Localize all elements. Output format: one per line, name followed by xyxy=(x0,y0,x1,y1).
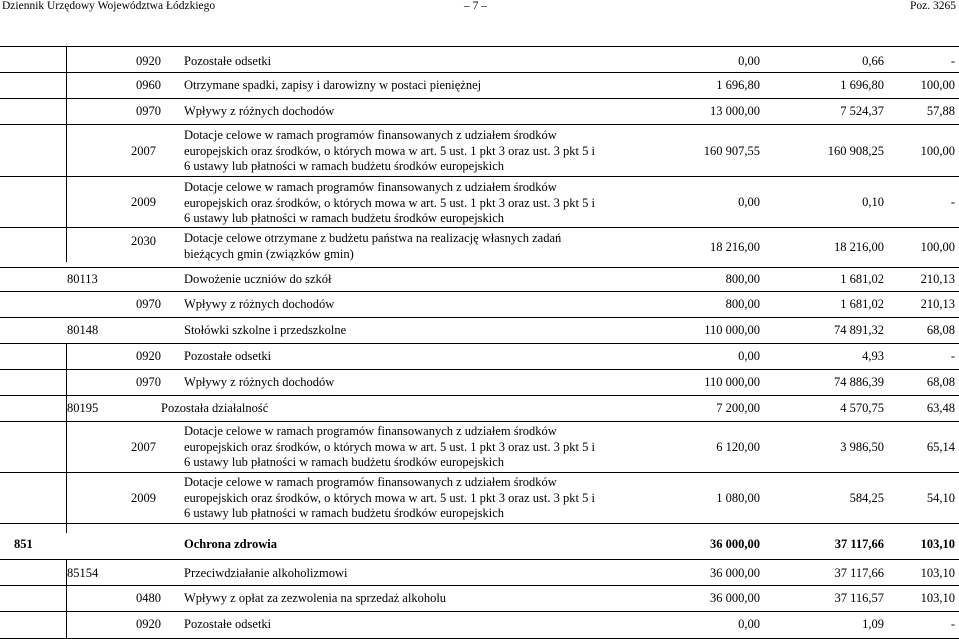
table-row xyxy=(0,317,959,344)
actual-cell: 74 886,39 xyxy=(834,375,884,389)
plan-cell: 110 000,00 xyxy=(704,375,760,389)
table-row xyxy=(0,559,959,586)
plan-cell: 110 000,00 xyxy=(704,323,760,337)
name-cell: Ochrona zdrowia xyxy=(184,537,277,551)
name-cell: Pozostałe odsetki xyxy=(184,349,272,363)
actual-cell: 74 891,32 xyxy=(834,323,884,337)
code-cell: 2009 xyxy=(131,491,156,505)
plan-cell: 6 120,00 xyxy=(716,440,760,454)
percent-cell: - xyxy=(950,54,955,68)
percent-cell: - xyxy=(950,195,955,209)
actual-cell: 1,09 xyxy=(862,617,884,631)
percent-cell: 103,10 xyxy=(920,566,955,580)
actual-cell: 160 908,25 xyxy=(827,144,884,158)
name-cell: Przeciwdziałanie alkoholizmowi xyxy=(184,566,348,580)
name-cell: Dotacje celowe w ramach programów finansowanych z udziałem środków europejskich oraz środków, o których mowa w art. 5 ust. 1 pkt 3 oraz ust. 3 pkt 5 i 6 ustawy lub płatności w ramach budżetu środków europejskich xyxy=(184,180,595,225)
division-cell: 851 xyxy=(14,537,33,551)
percent-cell: 63,48 xyxy=(926,401,955,415)
percent-cell: 57,88 xyxy=(926,104,955,118)
table-row xyxy=(0,369,959,396)
name-cell: Stołówki szkolne i przedszkolne xyxy=(184,323,347,337)
actual-cell: 18 216,00 xyxy=(834,240,884,254)
table-row xyxy=(0,585,959,612)
code-cell: 0920 xyxy=(136,349,161,363)
actual-cell: 1 681,02 xyxy=(840,272,884,286)
table-row xyxy=(0,176,959,228)
actual-cell: 584,25 xyxy=(849,491,884,505)
actual-cell: 37 117,66 xyxy=(834,566,884,580)
actual-cell: 7 524,37 xyxy=(840,104,884,118)
table-row xyxy=(0,267,959,292)
plan-cell: 800,00 xyxy=(725,297,760,311)
page-header xyxy=(0,0,959,14)
name-cell: Dotacje celowe w ramach programów finansowanych z udziałem środków europejskich oraz środków, o których mowa w art. 5 ust. 1 pkt 3 oraz ust. 3 pkt 5 i 6 ustawy lub płatności w ramach budżetu środków europejskich xyxy=(184,424,595,469)
plan-cell: 18 216,00 xyxy=(710,240,760,254)
name-cell: Dotacje celowe w ramach programów finansowanych z udziałem środków europejskich oraz środków, o których mowa w art. 5 ust. 1 pkt 3 oraz ust. 3 pkt 5 i 6 ustawy lub płatności w ramach budżetu środków europejskich xyxy=(184,128,595,173)
section-cell: 80148 xyxy=(67,323,99,337)
position-number: Poz. 3265 xyxy=(910,0,956,12)
code-cell: 0480 xyxy=(136,591,161,605)
percent-cell: 65,14 xyxy=(926,440,955,454)
table-row xyxy=(0,72,959,99)
actual-cell: 4 570,75 xyxy=(840,401,884,415)
percent-cell: 100,00 xyxy=(920,78,955,92)
actual-cell: 0,10 xyxy=(862,195,884,209)
actual-cell: 0,66 xyxy=(862,54,884,68)
actual-cell: 1 681,02 xyxy=(840,297,884,311)
name-cell: Wpływy z różnych dochodów xyxy=(184,375,335,389)
code-cell: 2009 xyxy=(131,195,156,209)
code-cell: 0920 xyxy=(136,617,161,631)
table-row xyxy=(0,227,959,268)
table-row xyxy=(0,124,959,177)
percent-cell: 100,00 xyxy=(920,240,955,254)
plan-cell: 0,00 xyxy=(738,195,760,209)
percent-cell: 210,13 xyxy=(920,272,955,286)
plan-cell: 0,00 xyxy=(738,349,760,363)
code-cell: 0970 xyxy=(136,104,161,118)
table-row xyxy=(0,472,959,524)
name-cell: Wpływy z różnych dochodów xyxy=(184,104,335,118)
actual-cell: 37 117,66 xyxy=(834,537,884,551)
actual-cell: 1 696,80 xyxy=(840,78,884,92)
plan-cell: 36 000,00 xyxy=(710,566,760,580)
plan-cell: 7 200,00 xyxy=(716,401,760,415)
code-cell: 0920 xyxy=(136,54,161,68)
name-cell: Dotacje celowe w ramach programów finansowanych z udziałem środków europejskich oraz środków, o których mowa w art. 5 ust. 1 pkt 3 oraz ust. 3 pkt 5 i 6 ustawy lub płatności w ramach budżetu środków europejskich xyxy=(184,475,595,520)
code-cell: 2007 xyxy=(131,144,156,158)
percent-cell: 103,10 xyxy=(920,537,955,551)
plan-cell: 800,00 xyxy=(725,272,760,286)
plan-cell: 36 000,00 xyxy=(710,537,760,551)
code-cell: 2030 xyxy=(131,234,156,248)
percent-cell: - xyxy=(950,349,955,363)
plan-cell: 1 080,00 xyxy=(716,491,760,505)
code-cell: 0970 xyxy=(136,375,161,389)
name-cell: Wpływy z opłat za zezwolenia na sprzedaż alkoholu xyxy=(184,591,447,605)
percent-cell: 100,00 xyxy=(920,144,955,158)
plan-cell: 0,00 xyxy=(738,54,760,68)
section-cell: 80113 xyxy=(67,272,98,286)
actual-cell: 37 116,57 xyxy=(834,591,884,605)
table-row xyxy=(0,46,959,73)
table-row xyxy=(0,291,959,318)
table-row xyxy=(0,343,959,370)
name-cell: Wpływy z różnych dochodów xyxy=(184,297,335,311)
actual-cell: 4,93 xyxy=(862,349,884,363)
percent-cell: 54,10 xyxy=(926,491,955,505)
plan-cell: 13 000,00 xyxy=(710,104,760,118)
name-cell: Dowożenie uczniów do szkół xyxy=(184,272,332,286)
name-cell: Pozostała działalność xyxy=(161,401,269,415)
actual-cell: 3 986,50 xyxy=(840,440,884,454)
percent-cell: - xyxy=(950,617,955,631)
section-cell: 85154 xyxy=(67,566,99,580)
table-row-division xyxy=(0,523,959,560)
table-row xyxy=(0,611,959,639)
percent-cell: 210,13 xyxy=(920,297,955,311)
plan-cell: 36 000,00 xyxy=(710,591,760,605)
plan-cell: 0,00 xyxy=(738,617,760,631)
plan-cell: 160 907,55 xyxy=(703,144,760,158)
name-cell: Otrzymane spadki, zapisy i darowizny w postaci pieniężnej xyxy=(184,78,482,92)
table-row xyxy=(0,98,959,125)
journal-title: Dziennik Urzędowy Województwa Łódzkiego xyxy=(2,0,216,12)
section-cell: 80195 xyxy=(67,401,99,415)
percent-cell: 103,10 xyxy=(920,591,955,605)
name-cell: Pozostałe odsetki xyxy=(184,617,272,631)
code-cell: 0970 xyxy=(136,297,161,311)
page-number: – 7 – xyxy=(464,0,487,12)
percent-cell: 68,08 xyxy=(926,375,955,389)
percent-cell: 68,08 xyxy=(926,323,955,337)
name-cell: Pozostałe odsetki xyxy=(184,54,272,68)
plan-cell: 1 696,80 xyxy=(716,78,760,92)
code-cell: 0960 xyxy=(136,78,161,92)
table-row xyxy=(0,421,959,473)
table-row xyxy=(0,395,959,422)
code-cell: 2007 xyxy=(131,440,156,454)
name-cell: Dotacje celowe otrzymane z budżetu państwa na realizację własnych zadań bieżących gmin (związków gmin) xyxy=(184,231,562,261)
